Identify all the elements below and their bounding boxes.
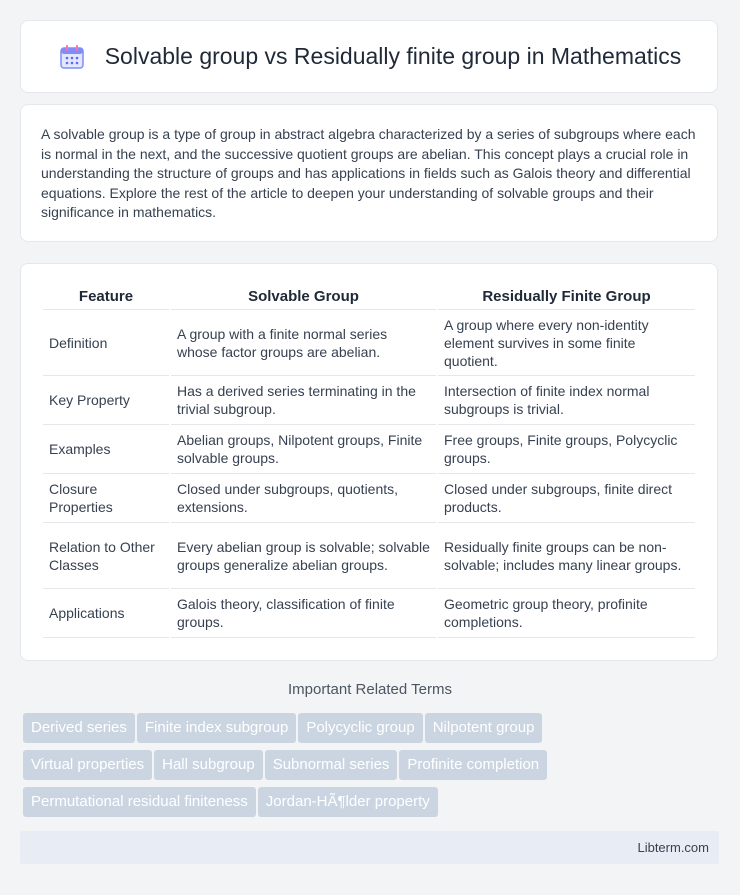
footer-site-link[interactable]: Libterm.com: [637, 840, 709, 855]
header-card: [20, 20, 718, 93]
table-cell: Abelian groups, Nilpotent groups, Finite solvable groups.: [171, 425, 436, 474]
table-row: [43, 474, 695, 523]
table-cell: Key Property: [43, 376, 169, 425]
related-term-tag[interactable]: Derived series: [23, 713, 135, 743]
column-header: Feature: [43, 284, 169, 310]
table-cell: Has a derived series terminating in the trivial subgroup.: [171, 376, 436, 425]
related-term-tag[interactable]: Profinite completion: [399, 750, 547, 780]
table-cell: Closure Properties: [43, 474, 169, 523]
related-terms-tags: [23, 713, 723, 824]
table-row: [43, 589, 695, 638]
intro-card: [20, 104, 718, 242]
table-cell: Applications: [43, 589, 169, 638]
related-term-tag[interactable]: Polycyclic group: [298, 713, 422, 743]
table-cell: Definition: [43, 310, 169, 376]
related-term-tag[interactable]: Finite index subgroup: [137, 713, 296, 743]
table-cell: Closed under subgroups, finite direct products.: [438, 474, 695, 523]
comparison-table: [41, 284, 697, 638]
table-row: [43, 376, 695, 425]
page-title: Solvable group vs Residually finite group in Mathematics: [104, 43, 682, 69]
table-cell: Free groups, Finite groups, Polycyclic groups.: [438, 425, 695, 474]
table-header-row: [43, 284, 695, 310]
table-cell: Relation to Other Classes: [43, 523, 169, 589]
related-term-tag[interactable]: Subnormal series: [265, 750, 398, 780]
table-cell: A group where every non-identity element survives in some finite quotient.: [438, 310, 695, 376]
table-row: [43, 310, 695, 376]
related-term-tag[interactable]: Hall subgroup: [154, 750, 263, 780]
table-cell: Geometric group theory, profinite completions.: [438, 589, 695, 638]
table-row: [43, 425, 695, 474]
table-cell: Residually finite groups can be non-solvable; includes many linear groups.: [438, 523, 695, 589]
related-term-tag[interactable]: Virtual properties: [23, 750, 152, 780]
calendar-icon: [57, 42, 87, 72]
column-header: Solvable Group: [171, 284, 436, 310]
table-cell: Examples: [43, 425, 169, 474]
table-cell: Intersection of finite index normal subgroups is trivial.: [438, 376, 695, 425]
related-term-tag[interactable]: Nilpotent group: [425, 713, 543, 743]
table-cell: Every abelian group is solvable; solvable groups generalize abelian groups.: [171, 523, 436, 589]
column-header: Residually Finite Group: [438, 284, 695, 310]
related-term-tag[interactable]: Jordan-HÃ¶lder property: [258, 787, 438, 817]
comparison-card: [20, 263, 718, 661]
footer: [20, 831, 719, 864]
table-cell: Galois theory, classification of finite groups.: [171, 589, 436, 638]
table-cell: A group with a finite normal series whose factor groups are abelian.: [171, 310, 436, 376]
table-row: [43, 523, 695, 589]
related-terms-title: Important Related Terms: [288, 681, 452, 698]
related-term-tag[interactable]: Permutational residual finiteness: [23, 787, 256, 817]
intro-text: A solvable group is a type of group in abstract algebra characterized by a series of subgroups where each is normal in the next, and the successive quotient groups are abelian. This concept plays a crucial role in understanding the structure of groups and has applications in fields such as Galois theory and differential equations. Explore the rest of the article to deepen your understanding of solvable groups and their significance in mathematics.: [41, 126, 696, 220]
table-cell: Closed under subgroups, quotients, extensions.: [171, 474, 436, 523]
